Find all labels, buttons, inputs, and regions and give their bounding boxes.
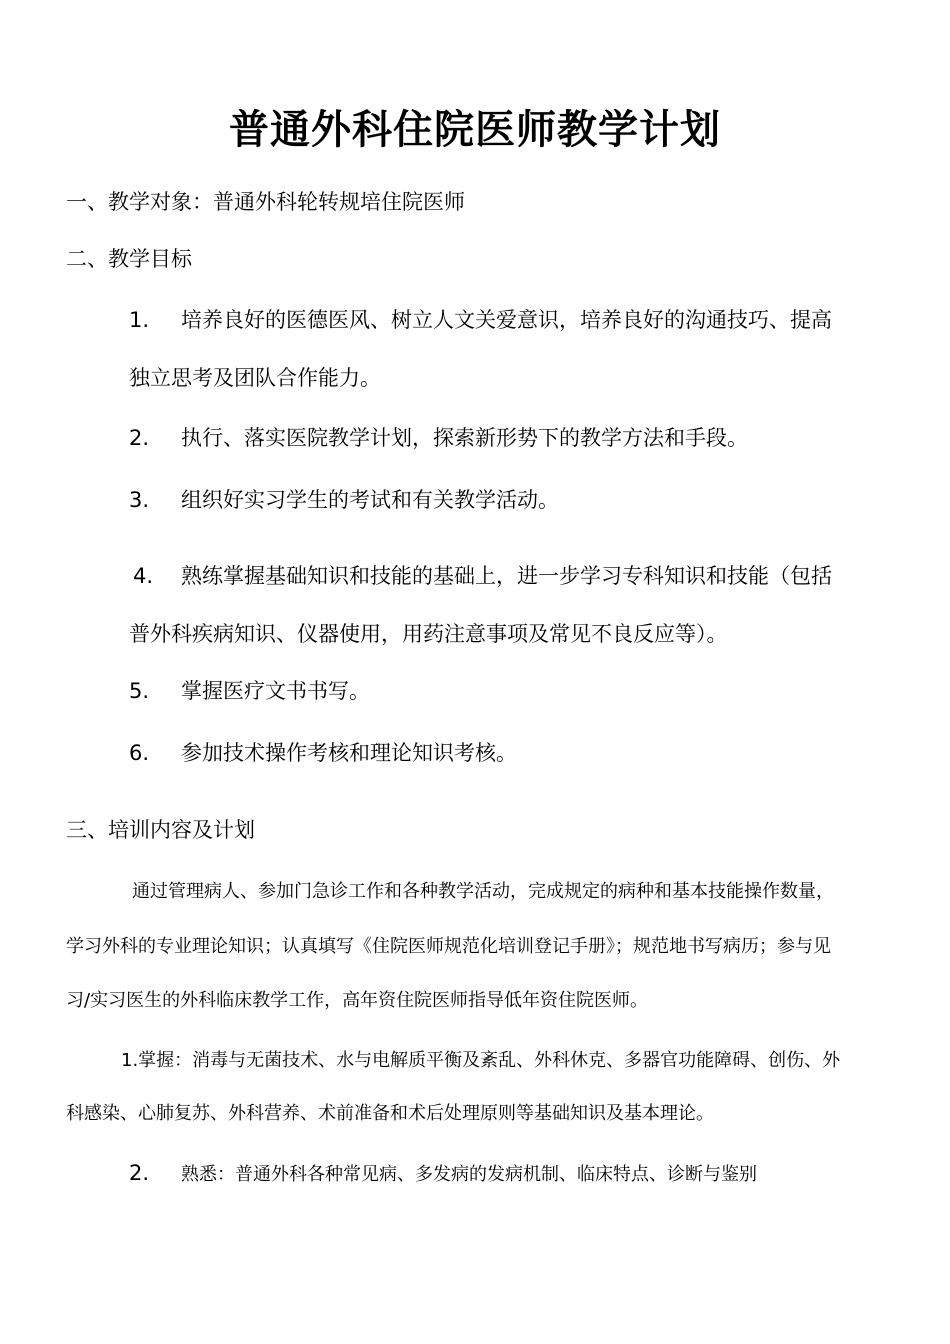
goal-number: 4.	[133, 564, 154, 588]
section-value: 普通外科轮转规培住院医师	[213, 190, 465, 214]
section-teaching-target	[66, 186, 465, 216]
goal-item-1	[129, 304, 832, 334]
goal-text: 掌握医疗文书书写。	[181, 679, 370, 703]
goal-number: 1.	[129, 308, 150, 332]
training-intro-line-3: 习/实习医生的外科临床教学工作，高年资住院医师指导低年资住院医师。	[66, 990, 649, 1011]
goal-text: 熟练掌握基础知识和技能的基础上，进一步学习专科知识和技能（包括	[181, 564, 832, 588]
goal-item-4	[133, 560, 832, 590]
training-point-2	[129, 1160, 757, 1186]
goal-text: 组织好实习学生的考试和有关教学活动。	[181, 488, 559, 512]
training-point-1-continuation: 科感染、心肺复苏、外科营养、术前准备和术后处理原则等基础知识及基本理论。	[66, 1103, 714, 1124]
section-teaching-goals-heading: 二、教学目标	[66, 247, 192, 271]
point-text: 熟悉：普通外科各种常见病、多发病的发病机制、临床特点、诊断与鉴别	[181, 1164, 757, 1185]
document-title: 普通外科住院医师教学计划	[229, 107, 721, 153]
goal-item-1-continuation: 独立思考及团队合作能力。	[129, 366, 381, 390]
section-label: 一、教学对象：	[66, 190, 213, 214]
goal-text: 参加技术操作考核和理论知识考核。	[181, 741, 517, 765]
goal-item-5	[129, 675, 370, 705]
section-training-content-heading: 三、培训内容及计划	[66, 818, 255, 842]
training-point-1: 1.掌握：消毒与无菌技术、水与电解质平衡及紊乱、外科休克、多器官功能障碍、创伤、外	[121, 1050, 841, 1071]
training-intro-line-2: 学习外科的专业理论知识；认真填写《住院医师规范化培训登记手册》；规范地书写病历；参与见	[66, 936, 831, 957]
training-intro-line-1: 通过管理病人、参加门急诊工作和各种教学活动，完成规定的病种和基本技能操作数量，	[132, 881, 834, 902]
goal-item-6	[129, 737, 517, 767]
goal-item-4-continuation: 普外科疾病知识、仪器使用，用药注意事项及常见不良反应等）。	[129, 622, 728, 646]
point-number: 2.	[129, 1161, 150, 1185]
goal-number: 3.	[129, 488, 150, 512]
goal-item-3	[129, 484, 559, 514]
goal-number: 5.	[129, 679, 150, 703]
goal-number: 6.	[129, 741, 150, 765]
goal-text: 执行、落实医院教学计划，探索新形势下的教学方法和手段。	[181, 426, 748, 450]
goal-text: 培养良好的医德医风、树立人文关爱意识，培养良好的沟通技巧、提高	[181, 308, 832, 332]
goal-item-2	[129, 422, 748, 452]
goal-number: 2.	[129, 426, 150, 450]
